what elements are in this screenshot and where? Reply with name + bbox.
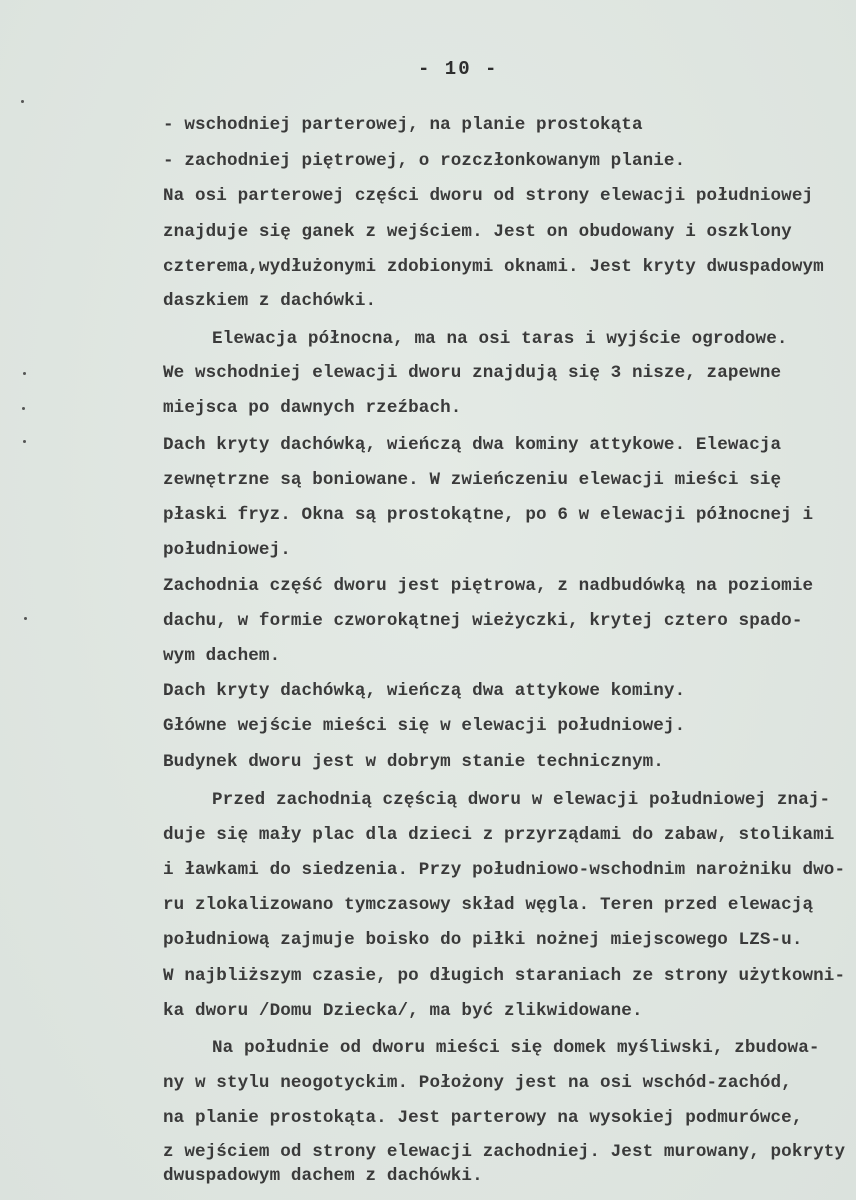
margin-mark — [23, 440, 26, 443]
text-line: daszkiem z dachówki. — [163, 291, 377, 311]
margin-mark — [24, 617, 27, 620]
text-line: Dach kryty dachówką, wieńczą dwa attykowe kominy. — [163, 681, 686, 701]
text-line: We wschodniej elewacji dworu znajdują się 3 nisze, zapewne — [163, 363, 782, 383]
text-line: Elewacja północna, ma na osi taras i wyjście ogrodowe. — [212, 329, 788, 349]
text-line: południowej. — [163, 540, 291, 560]
text-line: miejsca po dawnych rzeźbach. — [163, 398, 462, 418]
text-line: duje się mały plac dla dzieci z przyrządami do zabaw, stolikami — [163, 825, 835, 845]
text-line: - zachodniej piętrowej, o rozczłonkowanym planie. — [163, 151, 686, 171]
text-line: z wejściem od strony elewacji zachodniej. Jest murowany, pokryty — [163, 1142, 846, 1162]
text-line: czterema,wydłużonymi zdobionymi oknami. Jest kryty dwuspadowym — [163, 257, 824, 277]
text-line: wym dachem. — [163, 646, 281, 666]
text-line: Główne wejście mieści się w elewacji południowej. — [163, 716, 686, 736]
text-line: Budynek dworu jest w dobrym stanie technicznym. — [163, 752, 664, 772]
text-line: i ławkami do siedzenia. Przy południowo-wschodnim narożniku dwo- — [163, 860, 846, 880]
text-line: Dach kryty dachówką, wieńczą dwa kominy attykowe. Elewacja — [163, 435, 782, 455]
text-line: - wschodniej parterowej, na planie prostokąta — [163, 115, 643, 135]
text-line: Zachodnia część dworu jest piętrowa, z nadbudówką na poziomie — [163, 576, 814, 596]
text-line: W najbliższym czasie, po długich staraniach ze strony użytkowni- — [163, 966, 846, 986]
margin-mark — [21, 100, 24, 103]
margin-mark — [22, 407, 25, 410]
text-line: Na południe od dworu mieści się domek myśliwski, zbudowa- — [212, 1038, 820, 1058]
text-line: znajduje się ganek z wejściem. Jest on obudowany i oszklony — [163, 222, 792, 242]
margin-mark — [23, 372, 26, 375]
text-line: Na osi parterowej części dworu od strony elewacji południowej — [163, 186, 814, 206]
text-line: ny w stylu neogotyckim. Położony jest na osi wschód-zachód, — [163, 1073, 792, 1093]
text-line: na planie prostokąta. Jest parterowy na wysokiej podmurówce, — [163, 1108, 803, 1128]
text-line: dachu, w formie czworokątnej wieżyczki, krytej cztero spado- — [163, 611, 803, 631]
text-line: ka dworu /Domu Dziecka/, ma być zlikwidowane. — [163, 1001, 643, 1021]
text-line: południową zajmuje boisko do piłki nożnej miejscowego LZS-u. — [163, 930, 803, 950]
text-line: ru zlokalizowano tymczasowy skład węgla. Teren przed elewacją — [163, 895, 814, 915]
page-number: - 10 - — [418, 58, 499, 80]
text-line: płaski fryz. Okna są prostokątne, po 6 w elewacji północnej i — [163, 505, 814, 525]
text-line: zewnętrzne są boniowane. W zwieńczeniu elewacji mieści się — [163, 470, 782, 490]
text-line: dwuspadowym dachem z dachówki. — [163, 1166, 483, 1186]
text-line: Przed zachodnią częścią dworu w elewacji południowej znaj- — [212, 790, 831, 810]
